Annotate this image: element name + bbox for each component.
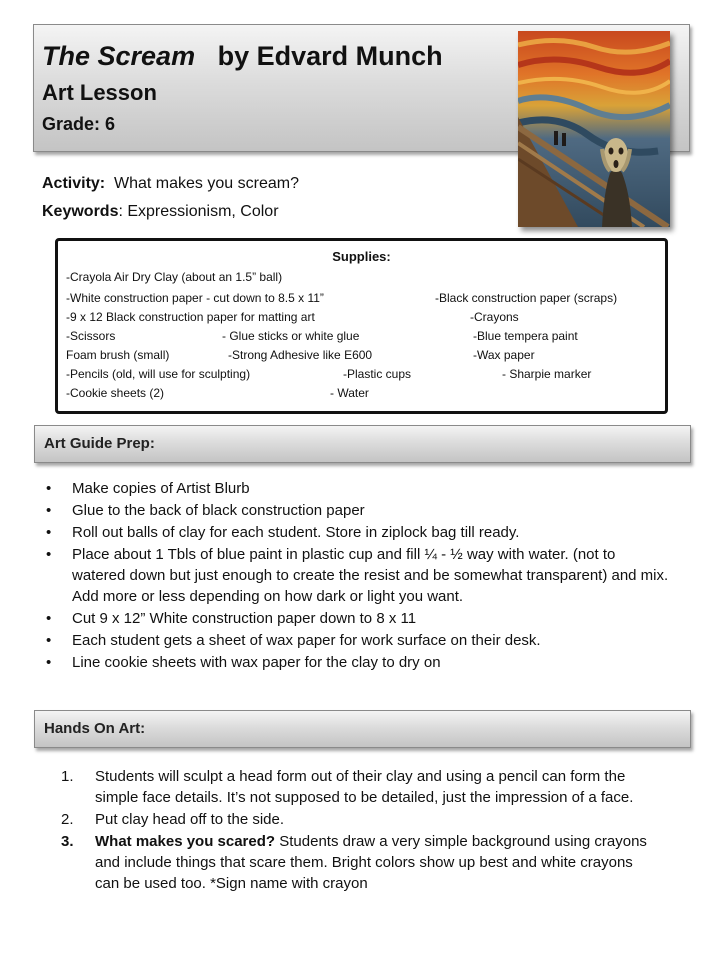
supply-item: -Crayons [470,310,519,324]
supply-item: -Scissors [66,329,116,343]
supply-item: - Glue sticks or white glue [222,329,360,343]
supply-item: -Crayola Air Dry Clay (about an 1.5” ball) [66,270,283,284]
lesson-subtitle: Art Lesson [42,80,157,105]
step-text: Put clay head off to the side. [95,811,285,828]
grade-level: Grade: 6 [42,114,116,134]
step-text: Students draw a very simple background using crayons and include things that scare them. Bright colors show up best and white crayons can be used too. *Sign name with crayon [95,833,647,892]
prep-section-header [34,425,691,463]
step-number: 3. [61,833,74,850]
step-bold-text: What makes you scared? [95,833,276,850]
list-item: • Each student gets a sheet of wax paper for work surface on their desk. [0,630,672,651]
hands-on-section-header [34,710,691,748]
activity-line [42,175,299,193]
supply-item: - Water [330,386,369,400]
activity-label: Activity: [42,175,106,192]
artist-name: by Edvard Munch [217,41,443,71]
artwork-title: The Scream [42,41,196,71]
list-item: • Glue to the back of black construction paper [0,500,672,521]
list-item: • Line cookie sheets with wax paper for the clay to dry on [0,652,672,673]
prep-heading: Art Guide Prep: [44,435,155,452]
hands-on-steps [0,766,655,895]
keywords-line [42,203,279,221]
step-number: 1. [61,768,74,785]
supply-item: -Cookie sheets (2) [66,386,165,400]
step-item [0,766,655,808]
list-item: • Make copies of Artist Blurb [0,478,672,499]
keywords-label: Keywords [42,203,119,220]
step-item [0,831,655,894]
step-text: Students will sculpt a head form out of their clay and using a pencil can form the simple face details. It’s not supposed to be detailed, just the impression of a face. [95,768,634,806]
prep-list [0,478,672,674]
supply-item: -Strong Adhesive like E600 [228,348,373,362]
supply-item: -9 x 12 Black construction paper for matting art [66,310,315,324]
hands-on-heading: Hands On Art: [44,720,146,737]
supply-item: - Sharpie marker [502,367,592,381]
step-item [0,809,655,830]
list-item: • Cut 9 x 12” White construction paper down to 8 x 11 [0,608,672,629]
supply-item: -Plastic cups [343,367,412,381]
supply-item: -Wax paper [473,348,535,362]
step-number: 2. [61,811,74,828]
list-item: • Place about 1 Tbls of blue paint in plastic cup and fill ¼ - ½ way with water. (not to watered down but just enough to create the resist and be somewhat transparent) and mix. Add more or less depending on how dark or light you want. [0,544,672,607]
lesson-title [42,41,443,72]
keywords-value: : Expressionism, Color [118,203,279,220]
the-scream-painting-image [518,31,670,227]
list-item: • Roll out balls of clay for each student. Store in ziplock bag till ready. [0,522,672,543]
supplies-heading: Supplies: [332,249,391,264]
supply-item: -Blue tempera paint [473,329,578,343]
supply-item: -Pencils (old, will use for sculpting) [66,367,251,381]
activity-value: What makes you scream? [114,175,299,192]
supply-item: -White construction paper - cut down to 8.5 x 11” [66,291,324,305]
supply-item: -Black construction paper (scraps) [435,291,618,305]
supplies-box [55,238,668,414]
supply-item: Foam brush (small) [66,348,170,362]
